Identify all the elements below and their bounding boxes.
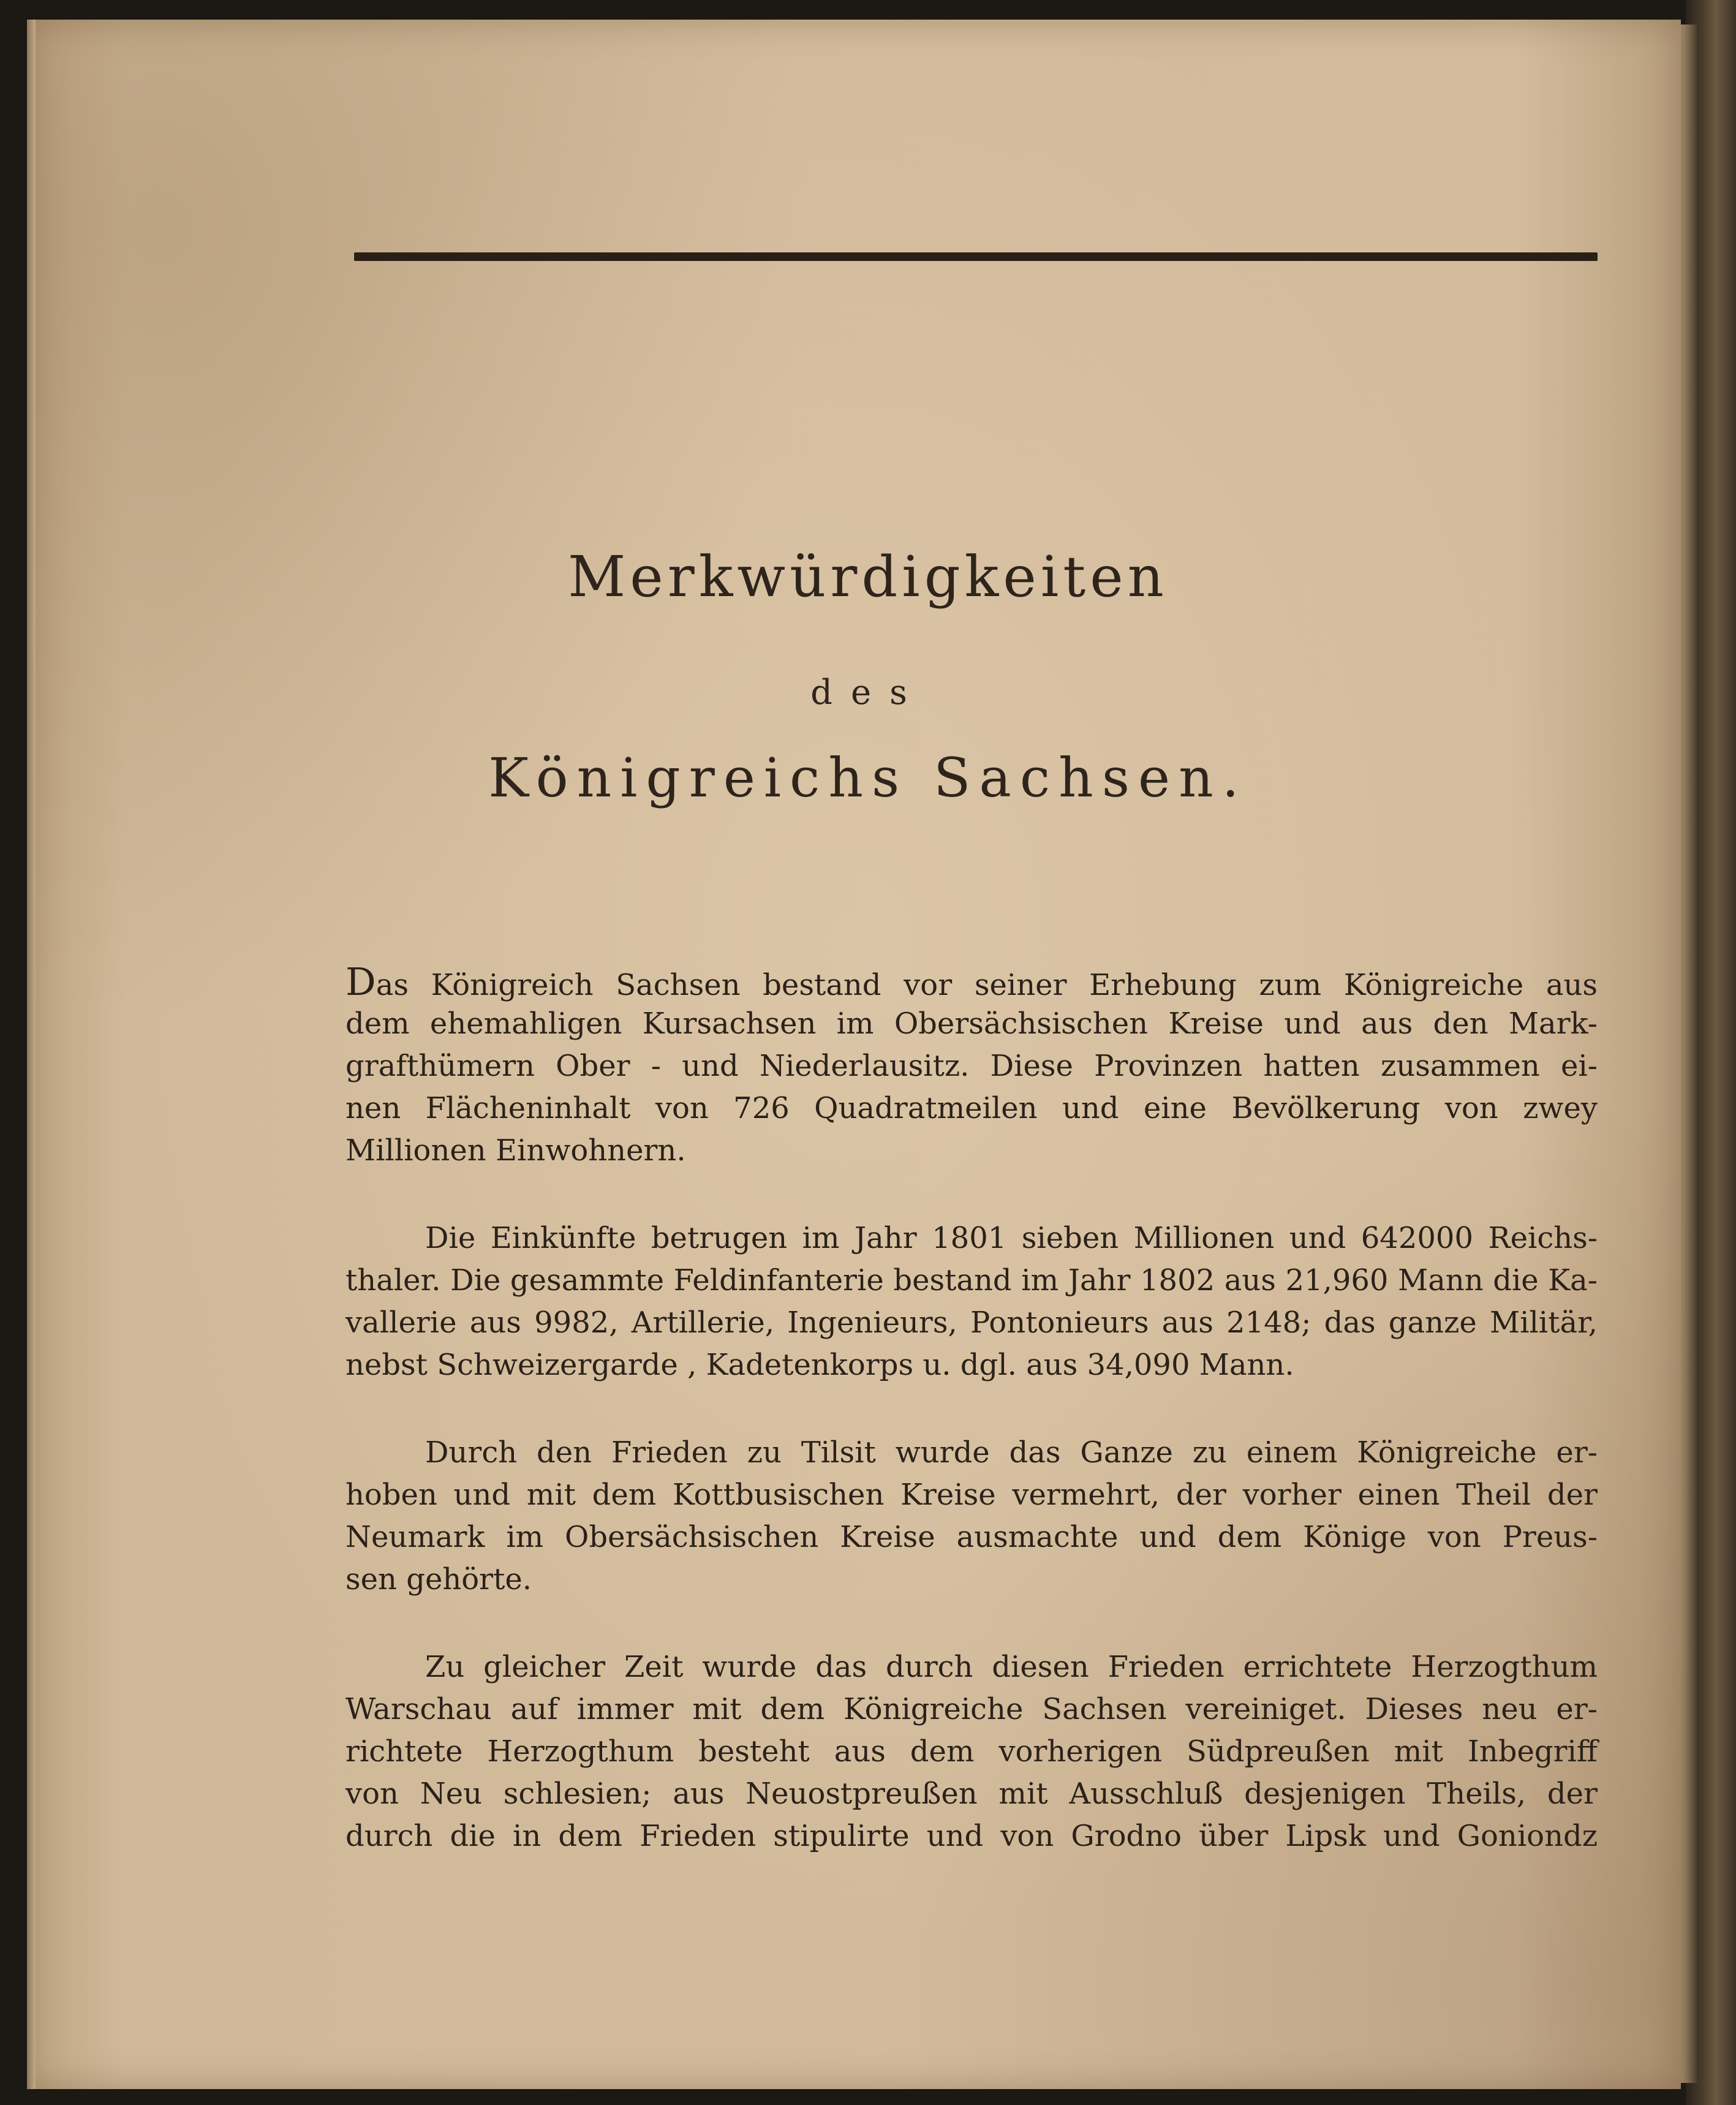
page-left-edge [27,20,36,2089]
text-line: nen Flächeninhalt von 726 Quadratmeilen und eine Bevölkerung von zwey [345,1091,1598,1125]
text-line: Zu gleicher Zeit wurde das durch diesen Frieden errichtete Herzogthum [425,1650,1598,1684]
body-text [345,961,1598,1857]
text-line: Millionen Einwohnern. [345,1133,686,1168]
paragraph-4 [345,1646,1598,1857]
text-line: Durch den Frieden zu Tilsit wurde das Ganze zu einem Königreiche er- [425,1435,1598,1470]
paragraph-1 [345,961,1598,1172]
text-line-content: as Königreich Sachsen bestand vor seiner Erhebung zum Königreiche aus [376,968,1598,1002]
header-rule [354,252,1598,261]
text-line: hoben und mit dem Kottbusischen Kreise vermehrt, der vorher einen Theil der [345,1478,1598,1512]
text-line: thaler. Die gesammte Feldinfanterie bestand im Jahr 1802 aus 21,960 Mann die Ka- [345,1263,1598,1298]
text-line: nebst Schweizergarde , Kadetenkorps u. dgl. aus 34,090 Mann. [345,1348,1294,1382]
paragraph-gap [345,1386,1598,1432]
text-line: Die Einkünfte betrugen im Jahr 1801 sieben Millionen und 642000 Reichs- [425,1221,1598,1255]
drop-cap: D [345,959,376,1004]
text-line: grafthümern Ober - und Niederlausitz. Diese Provinzen hatten zusammen ei- [345,1049,1598,1083]
text-line: vallerie aus 9982, Artillerie, Ingenieurs, Pontonieurs aus 2148; das ganze Militär, [345,1306,1598,1340]
page-title: Merkwürdigkeiten [568,544,1168,610]
paragraph-gap [345,1172,1598,1217]
text-line: Neumark im Obersächsischen Kreise ausmachte und dem Könige von Preus- [345,1520,1598,1554]
paragraph-gap [345,1601,1598,1646]
title-connector: des [810,673,926,712]
paragraph-2 [345,1217,1598,1386]
text-line [345,961,1598,1003]
paragraph-3 [345,1432,1598,1601]
text-line: richtete Herzogthum besteht aus dem vorherigen Südpreußen mit Inbegriff [345,1734,1598,1769]
text-line: sen gehörte. [345,1562,532,1597]
text-line: durch die in dem Frieden stipulirte und von Grodno über Lipsk und Goniondz [345,1819,1598,1853]
text-line: von Neu schlesien; aus Neuostpreußen mit Ausschluß desjenigen Theils, der [345,1777,1598,1811]
text-line: Warschau auf immer mit dem Königreiche Sachsen vereiniget. Dieses neu er- [345,1692,1598,1726]
page-subtitle: Königreichs Sachsen. [488,746,1248,809]
text-line: dem ehemahligen Kursachsen im Obersächsischen Kreise und aus den Mark- [345,1007,1598,1041]
